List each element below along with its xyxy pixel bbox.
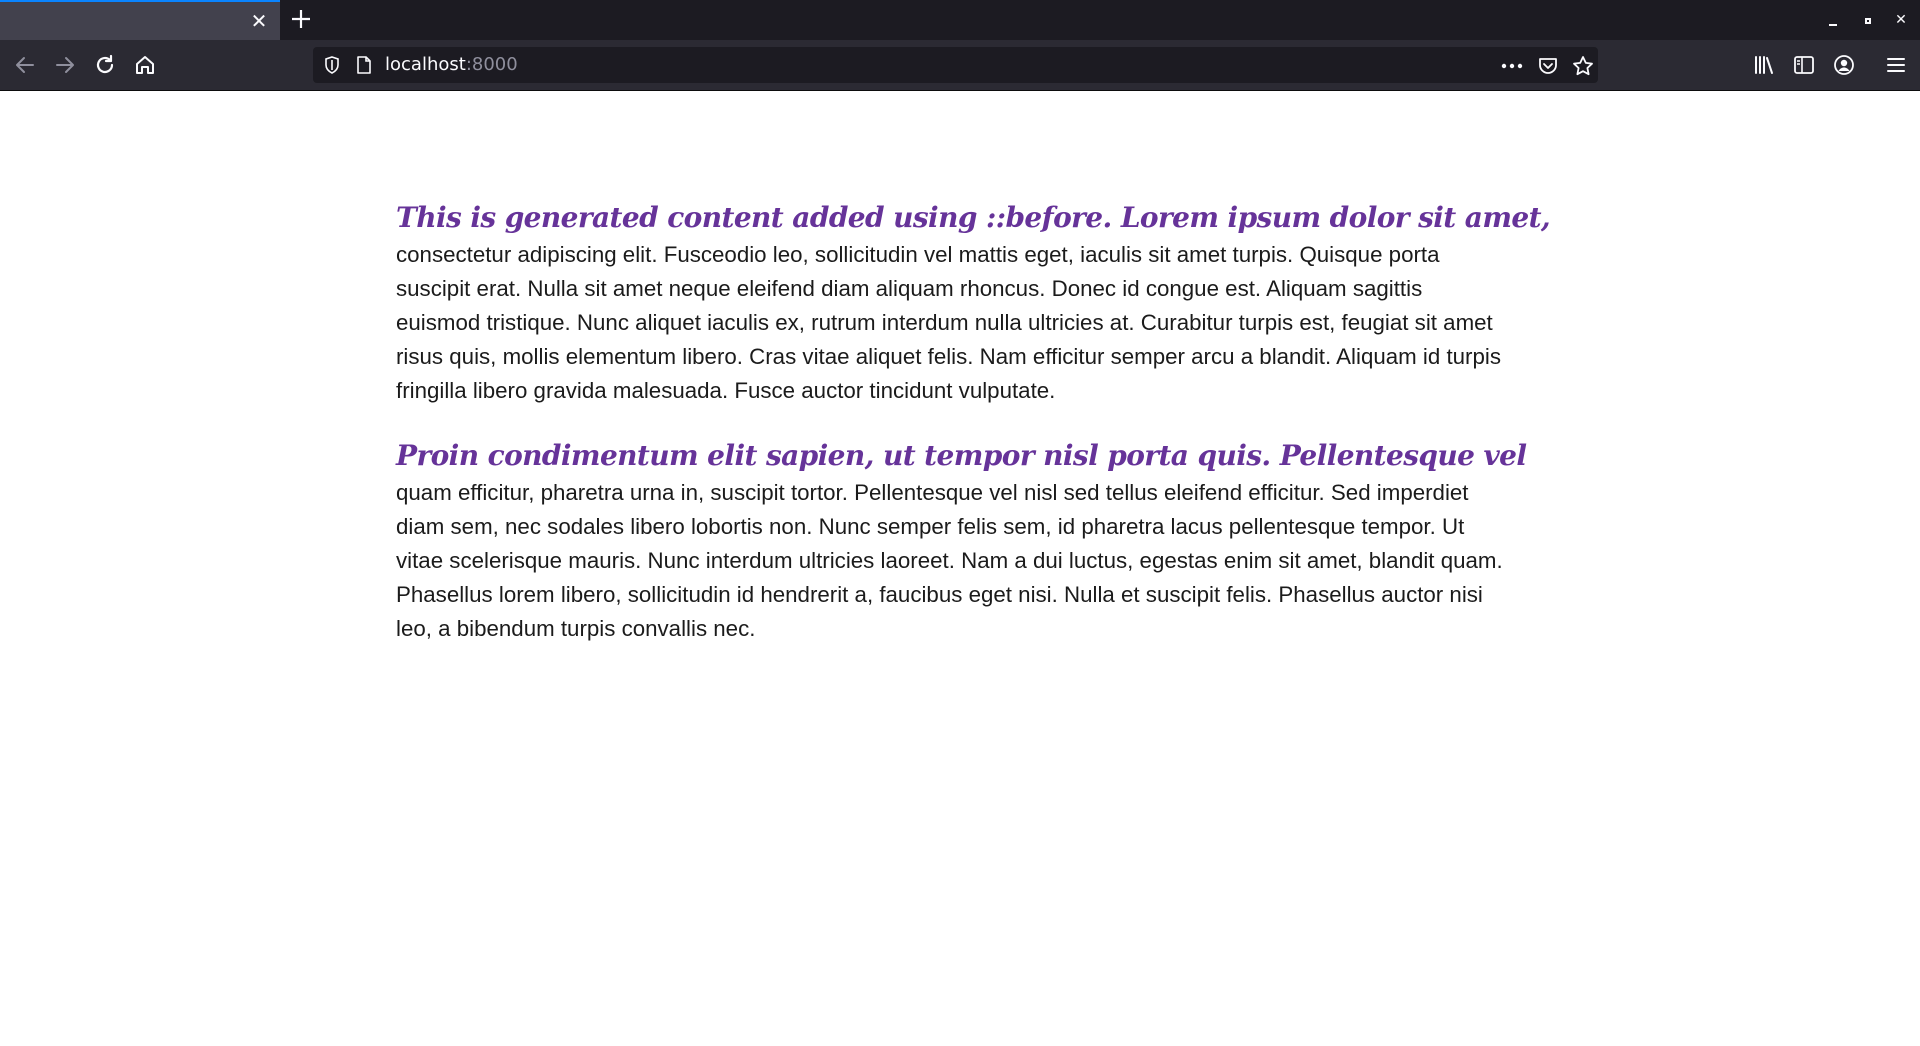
url-text[interactable] xyxy=(385,55,518,75)
reload-icon[interactable] xyxy=(92,52,118,78)
library-icon[interactable] xyxy=(1752,53,1776,77)
home-icon[interactable] xyxy=(132,52,158,78)
minimize-icon[interactable] xyxy=(1823,10,1843,30)
close-icon[interactable]: ✕ xyxy=(250,9,268,33)
url-bar[interactable] xyxy=(313,47,1598,83)
page-content xyxy=(396,198,1551,674)
window-close-icon[interactable]: ✕ xyxy=(1895,12,1907,28)
plus-icon[interactable] xyxy=(288,6,314,32)
active-tab[interactable] xyxy=(0,0,280,40)
star-icon[interactable] xyxy=(1572,55,1594,77)
arrow-left-icon[interactable] xyxy=(12,52,38,78)
hamburger-icon[interactable] xyxy=(1884,53,1908,77)
sidebar-icon[interactable] xyxy=(1792,53,1816,77)
account-icon[interactable] xyxy=(1832,53,1856,77)
maximize-icon[interactable] xyxy=(1858,10,1878,30)
tab-strip xyxy=(0,0,1920,40)
generated-content-lead: This is generated content added using ::before. Lorem ipsum dolor sit amet, xyxy=(396,201,1551,234)
shield-icon[interactable] xyxy=(323,56,341,74)
ellipsis-icon[interactable] xyxy=(1501,55,1523,77)
url-port: :8000 xyxy=(465,54,518,75)
page-icon[interactable] xyxy=(355,56,373,74)
arrow-right-icon[interactable] xyxy=(52,52,78,78)
url-host: localhost xyxy=(385,54,466,75)
navigation-toolbar xyxy=(0,40,1920,91)
pocket-icon[interactable] xyxy=(1537,55,1559,77)
generated-content-lead: Proin condimentum elit sapien, ut tempor nisl porta quis. Pellentesque vel xyxy=(396,439,1527,472)
paragraph-body: consectetur adipiscing elit. Fusceodio leo, sollicitudin vel mattis eget, iaculis sit amet turpis. Quisque porta suscipit erat. Nulla sit amet neque eleifend diam aliquam rhoncus. Donec id congue est. Aliquam sagittis euismod tristique. Nunc aliquet iaculis ex, rutrum interdum nulla ultricies at. Curabitur turpis est, feugiat sit amet risus quis, mollis elementum libero. Cras vitae aliquet felis. Nam efficitur semper arcu a blandit. Aliquam id turpis fringilla libero gravida malesuada. Fusce auctor tincidunt vulputate. xyxy=(396,242,1501,403)
paragraph-1 xyxy=(396,198,1551,408)
paragraph-2 xyxy=(396,436,1527,646)
paragraph-body: quam efficitur, pharetra urna in, suscipit tortor. Pellentesque vel nisl sed tellus eleifend efficitur. Sed imperdiet diam sem, nec sodales libero lobortis non. Nunc semper felis sem, id pharetra lacus pellentesque tempor. Ut vitae scelerisque mauris. Nunc interdum ultricies laoreet. Nam a dui luctus, egestas enim sit amet, blandit quam. Phasellus lorem libero, sollicitudin id hendrerit a, faucibus eget nisi. Nulla et suscipit felis. Phasellus auctor nisi leo, a bibendum turpis convallis nec. xyxy=(396,480,1503,641)
